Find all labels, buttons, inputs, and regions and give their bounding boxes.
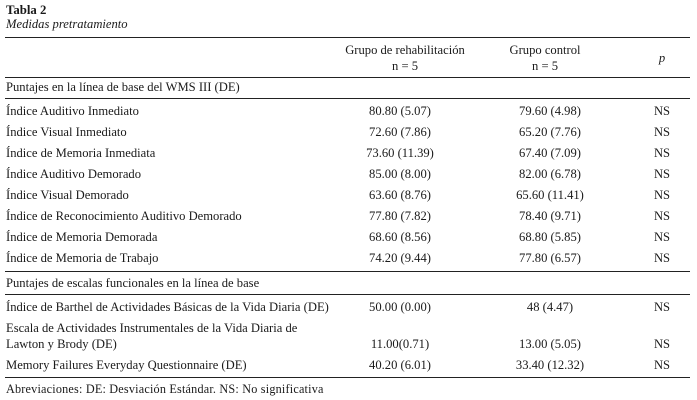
rule-header xyxy=(5,77,690,78)
rule-section2 xyxy=(5,294,690,295)
row-p: NS xyxy=(653,146,671,160)
row-control: 65.60 (11.41) xyxy=(516,188,584,202)
row-control: 77.80 (6.57) xyxy=(519,251,581,265)
header-rehab-line1: Grupo de rehabilitación xyxy=(345,43,465,57)
row-rehab: 68.60 (8.56) xyxy=(369,230,431,244)
section2-title: Puntajes de escalas funcionales en la línea de base xyxy=(6,276,260,290)
row-control: 68.80 (5.85) xyxy=(519,230,581,244)
row-label: Índice Visual Demorado xyxy=(6,188,129,202)
row-label-line1: Escala de Actividades Instrumentales de la Vida Diaria de xyxy=(6,321,298,335)
row-control: 67.40 (7.09) xyxy=(519,146,581,160)
row-control: 65.20 (7.76) xyxy=(519,125,581,139)
row-label: Índice de Memoria Demorada xyxy=(6,230,158,244)
row-p: NS xyxy=(653,337,671,351)
table-subtitle: Medidas pretratamiento xyxy=(6,17,128,31)
rule-top xyxy=(5,37,690,38)
row-p: NS xyxy=(653,358,671,372)
table-title: Tabla 2 xyxy=(6,3,47,17)
row-label: Índice de Memoria Inmediata xyxy=(6,146,156,160)
row-rehab: 80.80 (5.07) xyxy=(369,104,431,118)
row-rehab: 50.00 (0.00) xyxy=(369,300,431,314)
row-label: Índice de Reconocimiento Auditivo Demorado xyxy=(6,209,242,223)
row-control: 82.00 (6.78) xyxy=(519,167,581,181)
row-p: NS xyxy=(653,251,671,265)
row-control: 48 (4.47) xyxy=(526,300,574,314)
row-label: Índice de Barthel de Actividades Básicas de la Vida Diaria (DE) xyxy=(6,300,329,314)
header-rehab-line2: n = 5 xyxy=(392,59,418,73)
row-rehab: 73.60 (11.39) xyxy=(366,146,434,160)
header-control-line2: n = 5 xyxy=(532,59,558,73)
header-control-line1: Grupo control xyxy=(509,43,581,57)
row-rehab: 11.00(0.71) xyxy=(370,337,430,351)
row-label: Índice Visual Inmediato xyxy=(6,125,127,139)
row-label-line2: Lawton y Brody (DE) xyxy=(6,337,117,351)
row-rehab: 63.60 (8.76) xyxy=(369,188,431,202)
rule-section2-top xyxy=(5,271,690,272)
header-p: p xyxy=(658,51,666,65)
row-p: NS xyxy=(653,230,671,244)
row-p: NS xyxy=(653,300,671,314)
row-p: NS xyxy=(653,125,671,139)
row-label: Índice de Memoria de Trabajo xyxy=(6,251,159,265)
row-rehab: 74.20 (9.44) xyxy=(369,251,431,265)
row-control: 13.00 (5.05) xyxy=(519,337,581,351)
row-rehab: 40.20 (6.01) xyxy=(369,358,431,372)
row-control: 33.40 (12.32) xyxy=(515,358,585,372)
row-p: NS xyxy=(653,209,671,223)
table-footnote: Abreviaciones: DE: Desviación Estándar. NS: No significativa xyxy=(6,382,324,396)
row-p: NS xyxy=(653,167,671,181)
rule-section1 xyxy=(5,98,690,99)
row-label: Índice Auditivo Demorado xyxy=(6,167,142,181)
row-p: NS xyxy=(653,104,671,118)
row-label: Índice Auditivo Inmediato xyxy=(6,104,139,118)
row-label: Memory Failures Everyday Questionnaire (DE) xyxy=(6,358,247,372)
row-p: NS xyxy=(653,188,671,202)
rule-bottom xyxy=(5,377,690,378)
row-rehab: 72.60 (7.86) xyxy=(369,125,431,139)
row-rehab: 77.80 (7.82) xyxy=(369,209,431,223)
row-control: 79.60 (4.98) xyxy=(519,104,581,118)
row-rehab: 85.00 (8.00) xyxy=(369,167,431,181)
row-control: 78.40 (9.71) xyxy=(519,209,581,223)
section1-title: Puntajes en la línea de base del WMS III (DE) xyxy=(6,80,240,94)
